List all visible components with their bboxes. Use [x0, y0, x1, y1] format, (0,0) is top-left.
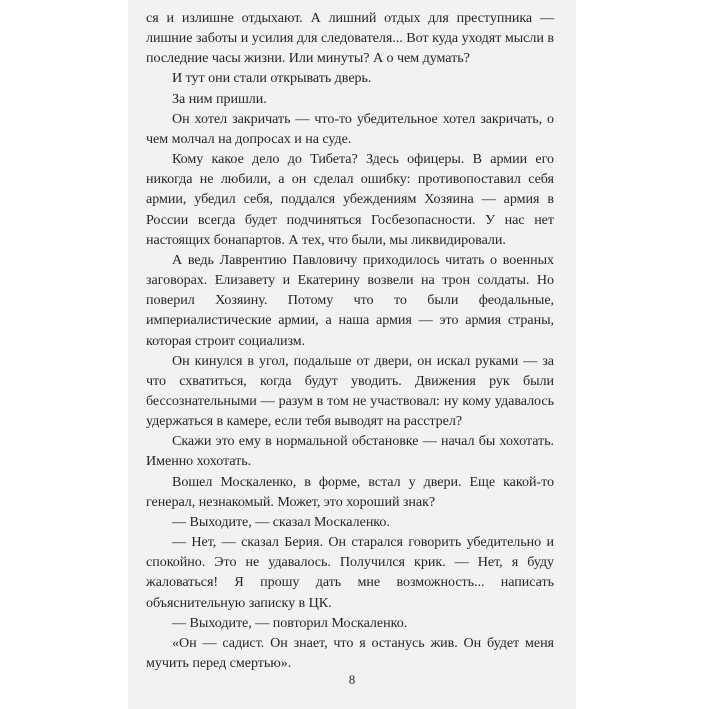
paragraph: ся и излишне отдыхают. А лишний отдых для преступника — лишние заботы и усилия для следователя... Вот куда уходят мысли в последние часы жизни. Или минуты? А о чем думать?: [146, 10, 554, 67]
book-page: [128, 0, 576, 709]
page-number: 8: [348, 672, 356, 687]
paragraph: Кому какое дело до Тибета? Здесь офицеры. В армии его никогда не любили, а он сделал ошибку: противопоставил себя армии, убедил себя, поддался убеждениям Хозяина — армия в России всегда будет подчиняться Госбезопасности. У нас нет настоящих бонапартов. А тех, что были, мы ликвидировали.: [146, 151, 554, 248]
body-text: [146, 8, 554, 673]
paragraph: «Он — садист. Он знает, что я останусь жив. Он будет меня мучить перед смертью».: [146, 634, 554, 671]
paragraph: Он хотел закричать — что-то убедительное хотел закричать, о чем молчал на допросах и на суде.: [146, 110, 554, 147]
paragraph: И тут они стали открывать дверь.: [172, 70, 372, 87]
paragraph: — Выходите, — повторил Москаленко.: [172, 614, 408, 631]
paragraph: Вошел Москаленко, в форме, встал у двери. Еще какой-то генерал, незнакомый. Может, это хороший знак?: [146, 473, 554, 510]
paragraph: — Нет, — сказал Берия. Он старался говорить убедительно и спокойно. Это не удавалось. Получился крик. — Нет, я буду жаловаться! Я прошу дать мне возможность... написать объяснительную записку в ЦК.: [146, 534, 554, 611]
paragraph: За ним пришли.: [172, 90, 267, 107]
paragraph: Скажи это ему в нормальной обстановке — начал бы хохотать. Именно хохотать.: [146, 433, 554, 470]
paragraph: А ведь Лаврентию Павловичу приходилось читать о военных заговорах. Елизавету и Екатерину возвели на трон солдаты. Но поверил Хозяину. Потому что то были феодальные, империалистические армии, а наша армия — это армия страны, которая строит социализм.: [146, 251, 554, 349]
paragraph: Он кинулся в угол, подальше от двери, он искал руками — за что схватиться, когда будут уводить. Движения рук были бессознательными — разум в том не участвовал: ну кому удавалось удержаться в камере, если тебя выводят на расстрел?: [146, 352, 554, 430]
paragraph: — Выходите, — сказал Москаленко.: [172, 513, 390, 530]
